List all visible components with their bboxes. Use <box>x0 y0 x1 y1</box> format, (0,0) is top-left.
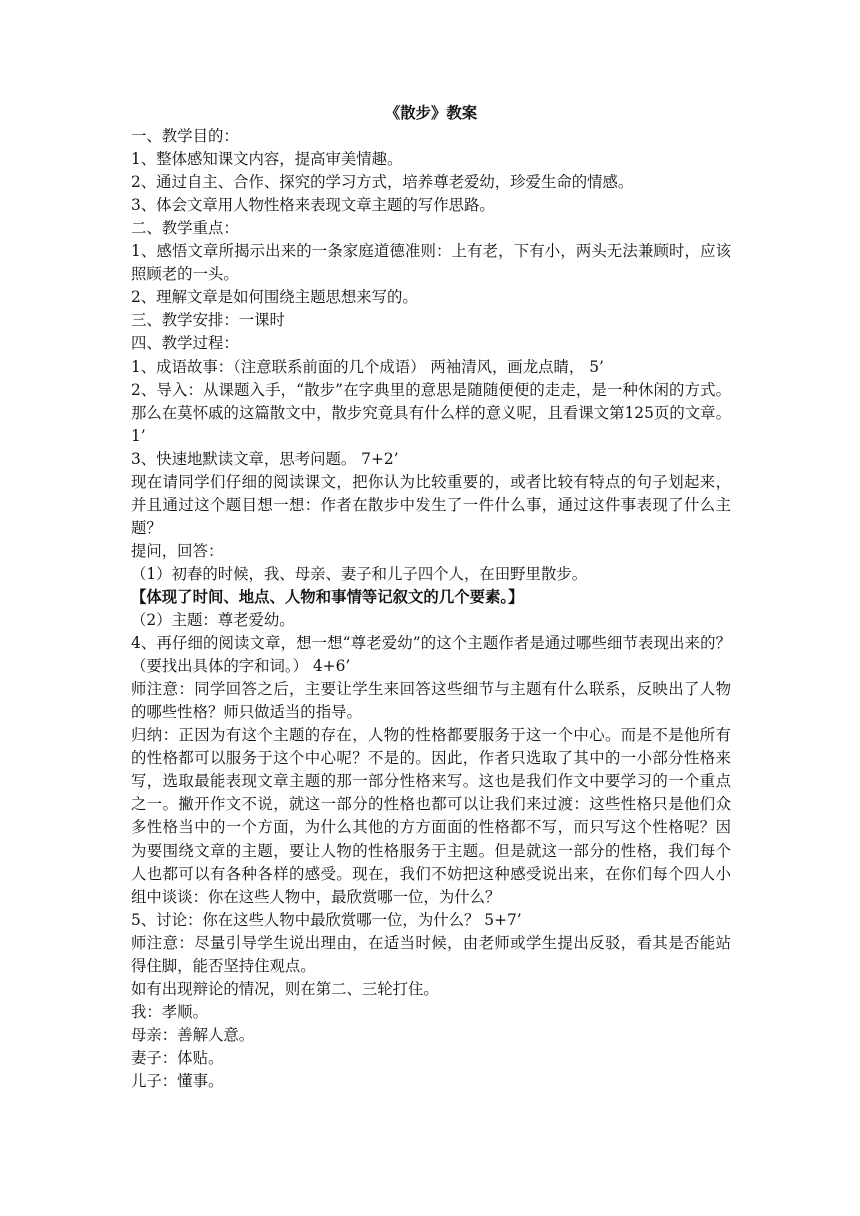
teacher-note-1: 师注意：同学回答之后，主要让学生来回答这些细节与主题有什么联系，反映出了人物的哪些性格？师只做适当的指导。 <box>131 680 731 722</box>
focus-item-1: 1、感悟文章所揭示出来的一条家庭道德准则：上有老，下有小，两头无法兼顾时，应该照顾老的一头。 <box>131 242 731 284</box>
process-step-5: 5、讨论：你在这些人物中最欣赏哪一位，为什么？ 5+7’ <box>131 910 522 929</box>
process-step-1: 1、成语故事：（注意联系前面的几个成语） 两袖清风，画龙点睛， 5’ <box>131 357 604 376</box>
answer-1: （1）初春的时候，我、母亲、妻子和儿子四个人，在田野里散步。 <box>131 564 588 583</box>
character-me: 我：孝顺。 <box>131 1002 208 1021</box>
summary-paragraph: 归纳：正因为有这个主题的存在，人物的性格都要服务于这一个中心。而是不是他所有的性格都可以服务于这个中心呢？不是的。因此，作者只选取了其中的一小部分性格来写，选取最能表现文章主题的那一部分性格来写。这也是我们作文中要学习的一个重点之一。撇开作文不说，就这一部分的性格也都可以让我们来过渡：这些性格只是他们众多性格当中的一个方面，为什么其他的方方面面的性格都不写，而只写这个性格呢？因为要围绕文章的主题，要让人物的性格服务于主题。但是就这一部分的性格，我们每个人也都可以有各种各样的感受。现在，我们不妨把这种感受说出来，在你们每个四人小组中谈谈：你在这些人物中，最欣赏哪一位，为什么？ <box>131 726 731 906</box>
character-mother: 母亲：善解人意。 <box>131 1025 255 1044</box>
process-step-4: 4、再仔细的阅读文章，想一想“尊老爱幼”的这个主题作者是通过哪些细节表现出来的？（要找出具体的字和词。） 4+6’ <box>131 634 731 676</box>
goal-item-1: 1、整体感知课文内容，提高审美情趣。 <box>131 150 403 169</box>
answer-2: （2）主题：尊老爱幼。 <box>131 611 295 630</box>
document-title: 《散步》教案 <box>384 104 478 122</box>
heading-teaching-schedule: 三、教学安排：一课时 <box>131 311 285 330</box>
answer-1-note: 【体现了时间、地点、人物和事情等记叙文的几个要素。】 <box>131 587 524 606</box>
heading-teaching-process: 四、教学过程： <box>131 334 239 353</box>
question-answer-heading: 提问，回答： <box>131 541 224 560</box>
heading-teaching-goals: 一、教学目的： <box>131 127 239 146</box>
goal-item-2: 2、通过自主、合作、探究的学习方式，培养尊老爱幼，珍爱生命的情感。 <box>131 173 634 192</box>
document-page <box>131 102 731 1093</box>
goal-item-3: 3、体会文章用人物性格来表现文章主题的写作思路。 <box>131 196 495 215</box>
character-son: 儿子：懂事。 <box>131 1071 224 1090</box>
focus-item-2: 2、理解文章是如何围绕主题思想来写的。 <box>131 288 418 307</box>
process-step-3: 3、快速地默读文章，思考问题。 7+2’ <box>131 449 399 468</box>
character-wife: 妻子：体贴。 <box>131 1048 224 1067</box>
process-step-2: 2、导入：从课题入手，“散步”在字典里的意思是随随便便的走走，是一种休闲的方式。那么在莫怀戚的这篇散文中，散步究竟具有什么样的意义呢，且看课文第125页的文章。 1’ <box>131 380 731 445</box>
teacher-note-2: 师注意：尽量引导学生说出理由，在适当时候，由老师或学生提出反驳，看其是否能站得住脚，能否坚持住观点。 <box>131 933 731 975</box>
debate-note: 如有出现辩论的情况，则在第二、三轮打住。 <box>131 979 439 998</box>
reading-instruction: 现在请同学们仔细的阅读课文，把你认为比较重要的，或者比较有特点的句子划起来，并且通过这个题目想一想：作者在散步中发生了一件什么事，通过这件事表现了什么主题？ <box>131 472 731 537</box>
heading-teaching-focus: 二、教学重点： <box>131 219 239 238</box>
